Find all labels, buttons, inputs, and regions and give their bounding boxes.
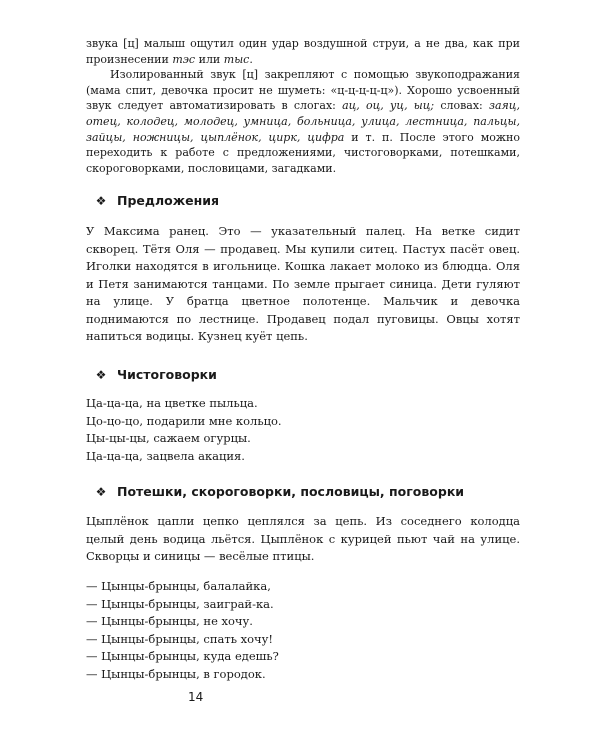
verse-line: — Цынцы-брынцы, спать хочу!	[86, 631, 274, 646]
diamond-bullet-icon: ❖	[95, 484, 107, 499]
sentences-block	[86, 223, 520, 346]
intro-p1-seg-0: звука [ц] малыш ощутил один удар воздушной струи, а не два, как при произнесении	[86, 37, 520, 66]
rhymes-paragraph-block	[86, 513, 520, 566]
intro-p1-seg-3: тыс	[223, 52, 250, 66]
intro-block	[86, 36, 520, 176]
sentences-text: У Максима ранец. Это — указательный палец. На ветке сидит скворец. Тётя Оля — продавец. Мы купили ситец. Пастух пасёт овец. Иголки находятся в игольнице. Кошка лакает молоко из блюдца. Оля и Петя занимаются танцами. По земле прыгает синица. Дети гуляют на улице. У братца цветное полотенце. Мальчик и девочка поднимаются по лестнице. Продавец подал пуговицы. Овцы хотят напиться водицы. Кузнец куёт цепь.	[86, 224, 520, 343]
verse-line: — Цынцы-брынцы, заиграй-ка.	[86, 596, 274, 611]
intro-p1-seg-1: тэс	[172, 52, 196, 66]
diamond-bullet-icon: ❖	[95, 193, 107, 208]
verse-line: — Цынцы-брынцы, балалайка,	[86, 579, 271, 593]
intro-p2-seg-4: и т. п. После этого можно переходить к работе с предложениями, чистоговорками, потешками, скороговорками, пословицами, загадками.	[86, 130, 520, 175]
page-number: 14	[188, 690, 204, 704]
section-title: Потешки, скороговорки, пословицы, поговорки	[117, 484, 465, 499]
intro-p2-seg-0: Изолированный звук [ц] закрепляют с помощью звукоподражания (мама спит, девочка просит не шуметь: «ц-ц-ц-ц-ц»). Хорошо усвоенный звук следует автоматизировать в слогах:	[86, 68, 520, 113]
verse-line: — Цынцы-брынцы, не хочу.	[86, 614, 253, 628]
section-title: Чистоговорки	[117, 367, 217, 382]
verse-line: — Цынцы-брынцы, в городок.	[86, 666, 266, 681]
section-heading-tongue-twisters	[95, 367, 217, 382]
section-title: Предложения	[117, 193, 220, 208]
rhymes-text: Цыплёнок цапли цепко цеплялся за цепь. Из соседнего колодца целый день водица льётся. Цыплёнок с курицей пьют чай на улице. Скворцы и синицы — весёлые птицы.	[86, 514, 520, 563]
intro-p1-seg-2: или	[195, 52, 224, 66]
verse-line: Ца-ца-ца, на цветке пыльца.	[86, 396, 258, 410]
verse-line: Цы-цы-цы, сажаем огурцы.	[86, 431, 251, 445]
intro-p2-seg-1: ац, оц, уц, ыц;	[342, 99, 435, 113]
chistogovorki-block	[86, 395, 520, 465]
intro-paragraph-2	[86, 67, 520, 176]
verse-line: — Цынцы-брынцы, куда едешь?	[86, 649, 279, 663]
rhymes-verse-block	[86, 578, 520, 683]
section-heading-rhymes	[95, 484, 464, 499]
intro-p2-seg-2: словах:	[434, 99, 489, 113]
intro-paragraph-1	[86, 36, 520, 67]
intro-p2-seg-3: заяц, отец, колодец, молодец, умница, больница, улица, лестница, пальцы, зайцы, ножницы, цыплёнок, цирк, цифра	[86, 99, 520, 144]
verse-line: Ца-ца-ца, зацвела акация.	[86, 448, 245, 463]
diamond-bullet-icon: ❖	[95, 367, 107, 382]
section-heading-sentences	[95, 193, 219, 208]
intro-p1-seg-4: .	[249, 52, 253, 66]
verse-line: Цо-цо-цо, подарили мне кольцо.	[86, 413, 282, 428]
